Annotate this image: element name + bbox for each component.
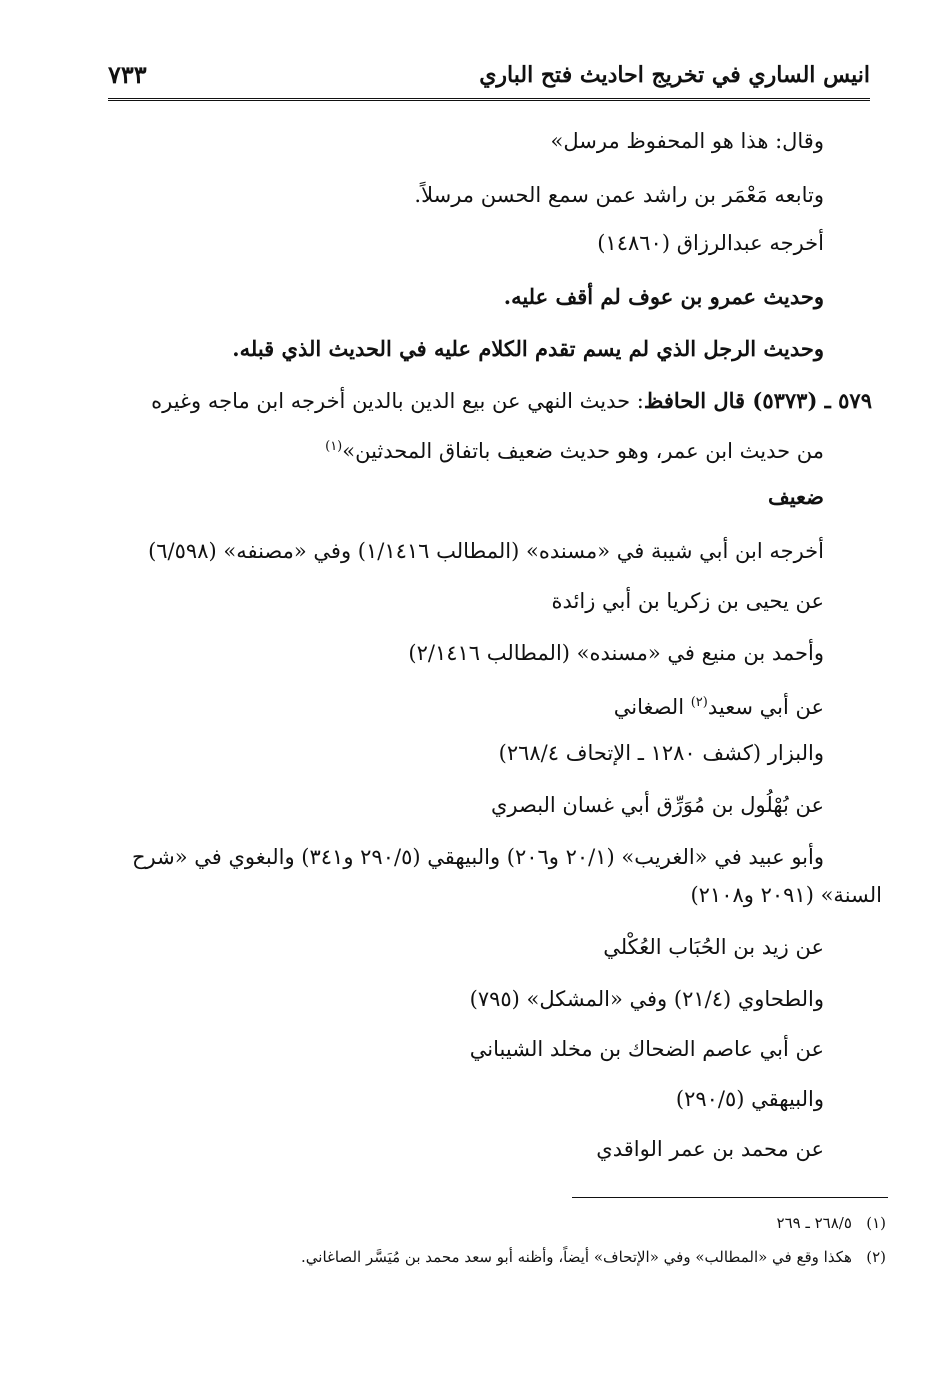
text-line-15: وأبو عبيد في «الغريب» (٢٠/١ و٢٠٦) والبيهقي (٢٩٠/٥ و٣٤١) والبغوي في «شرح: [132, 845, 824, 869]
text-line-20: والبيهقي (٢٩٠/٥): [675, 1087, 824, 1111]
hadith-quote-start: : حديث النهي عن بيع الدين بالدين أخرجه ابن ماجه وغيره: [151, 389, 644, 413]
narrator-nisba: الصغاني: [613, 695, 691, 719]
text-line-4: وحديث عمرو بن عوف لم أقف عليه.: [503, 284, 824, 309]
text-line-10: عن يحيى بن زكريا بن أبي زائدة: [551, 589, 824, 613]
footnote-2-text: هكذا وقع في «المطالب» وفي «الإتحاف» أيضاً، وأظنه أبو سعد محمد بن مُيَسَّر الصاغاني.: [301, 1248, 852, 1266]
text-line-14: عن بُهْلُول بن مُوَرِّق أبي غسان البصري: [490, 793, 824, 817]
footnote-2: [301, 1246, 886, 1268]
text-line-5: وحديث الرجل الذي لم يسم تقدم الكلام عليه في الحديث الذي قبله.: [232, 336, 824, 361]
footnote-ref-2: (٢): [690, 695, 708, 710]
text-line-11: وأحمد بن منيع في «مسنده» (المطالب ٢/١٤١٦): [408, 641, 824, 665]
footnote-1: [777, 1212, 886, 1234]
text-line-9: أخرجه ابن أبي شيبة في «مسنده» (المطالب ١/١٤١٦) وفي «مصنفه» (٦/٥٩٨): [148, 539, 824, 563]
footnote-2-number: (٢): [866, 1248, 886, 1266]
footnote-divider: [572, 1197, 888, 1198]
text-line-18: والطحاوي (٢١/٤) وفي «المشكل» (٧٩٥): [469, 987, 824, 1011]
text-line-16: السنة» (٢٠٩١ و٢١٠٨): [690, 883, 882, 907]
quote-text: من حديث ابن عمر، وهو حديث ضعيف باتفاق المحدثين»: [342, 439, 824, 463]
hadith-entry-heading: [151, 386, 872, 416]
running-header: [108, 58, 870, 101]
text-line-21: عن محمد بن عمر الواقدي: [596, 1137, 824, 1161]
text-line-1: وقال: هذا هو المحفوظ مرسل»: [550, 129, 824, 153]
text-line-12: [614, 688, 824, 722]
grading-label: ضعيف: [767, 484, 824, 509]
book-title: انيس الساري في تخريج احاديث فتح الباري: [479, 62, 870, 88]
narrator-name: عن أبي سعيد: [707, 695, 824, 719]
text-line-13: والبزار (كشف ١٢٨٠ ـ الإتحاف ٢٦٨/٤): [498, 741, 824, 765]
hadith-number-label: ٥٧٩ ـ (٥٣٧٣) قال الحافظ: [643, 388, 872, 413]
text-line-19: عن أبي عاصم الضحاك بن مخلد الشيباني: [469, 1037, 824, 1061]
footnote-1-text: ٢٦٨/٥ ـ ٢٦٩: [776, 1214, 852, 1232]
footnote-ref-1: (١): [325, 439, 343, 454]
text-line-3: أخرجه عبدالرزاق (١٤٨٦٠): [597, 231, 824, 255]
text-line-17: عن زيد بن الحُبَاب العُكْلي: [603, 935, 824, 959]
page-number: ٧٣٣: [108, 60, 147, 89]
hadith-quote-continued: [325, 432, 824, 466]
text-line-2: وتابعه مَعْمَر بن راشد عمن سمع الحسن مرسلاً.: [414, 183, 824, 207]
footnote-1-number: (١): [866, 1214, 886, 1232]
